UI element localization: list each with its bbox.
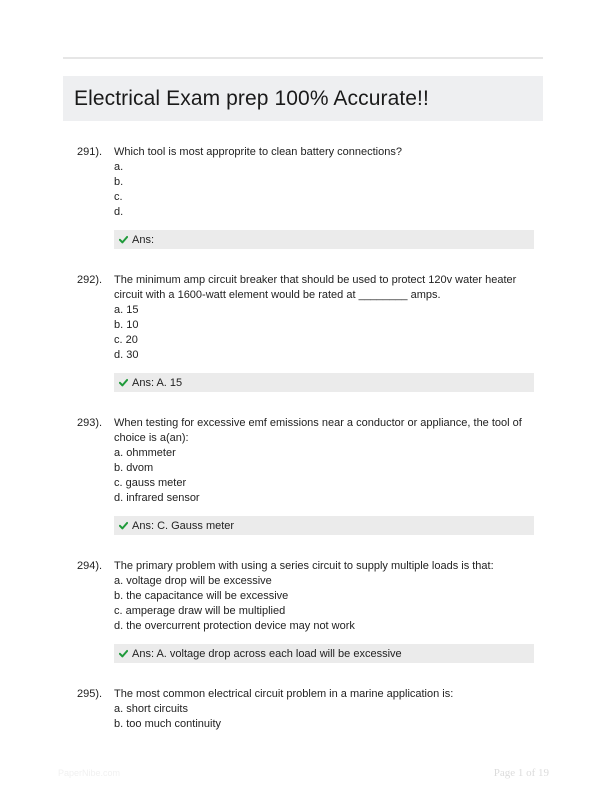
option-d: d. the overcurrent protection device may not work [114,620,355,632]
option-c: c. amperage draw will be multiplied [114,605,286,617]
option-b: b. 10 [114,319,139,331]
option-b: b. the capacitance will be excessive [114,590,289,602]
option-a: a. voltage drop will be excessive [114,575,272,587]
question-number: 294). [77,560,103,572]
option-list [114,702,524,732]
option-list [114,303,524,363]
option-d: d. infrared sensor [114,492,200,504]
question-text: When testing for excessive emf emissions near a conductor or appliance, the tool of choice is a(an): [114,417,522,444]
question-body [114,145,524,220]
check-icon [119,378,128,387]
question-text: The most common electrical circuit problem in a marine application is: [114,688,454,700]
question-body [114,273,524,363]
top-divider [63,57,543,59]
question-text: Which tool is most approprite to clean battery connections? [114,146,402,158]
question-number: 295). [77,688,103,700]
question-text: The minimum amp circuit breaker that should be used to protect 120v water heater circuit with a 1600-watt element would be rated at ________ amps. [114,274,517,301]
footer-watermark: PaperNibe.com [58,768,121,778]
option-a: a. ohmmeter [114,447,176,459]
option-list [114,160,524,220]
question-text: The primary problem with using a series circuit to supply multiple loads is that: [114,560,494,572]
option-a: a. [114,161,124,173]
answer-text: Ans: C. Gauss meter [132,519,235,532]
answer-bar-294 [114,644,534,663]
option-c: c. [114,191,123,203]
answer-bar-293 [114,516,534,535]
option-c: c. gauss meter [114,477,187,489]
check-icon [119,521,128,530]
answer-bar-292 [114,373,534,392]
check-icon [119,649,128,658]
answer-text: Ans: [132,233,155,246]
question-body [114,559,524,634]
question-number: 292). [77,274,103,286]
option-b: b. [114,176,124,188]
question-number: 293). [77,417,103,429]
page-title: Electrical Exam prep 100% Accurate!! [74,86,429,110]
question-number: 291). [77,146,103,158]
answer-text: Ans: A. 15 [132,376,183,389]
option-b: b. dvom [114,462,154,474]
option-d: d. 30 [114,349,139,361]
answer-bar-291 [114,230,534,249]
check-icon [119,235,128,244]
option-c: c. 20 [114,334,138,346]
title-banner [63,76,543,121]
option-a: a. short circuits [114,703,188,715]
page-indicator: Page 1 of 19 [493,767,549,779]
option-d: d. [114,206,124,218]
answer-text: Ans: A. voltage drop across each load will be excessive [132,647,402,660]
question-body [114,416,524,506]
option-list [114,574,524,634]
option-list [114,446,524,506]
question-body [114,687,524,732]
option-a: a. 15 [114,304,139,316]
option-b: b. too much continuity [114,718,222,730]
